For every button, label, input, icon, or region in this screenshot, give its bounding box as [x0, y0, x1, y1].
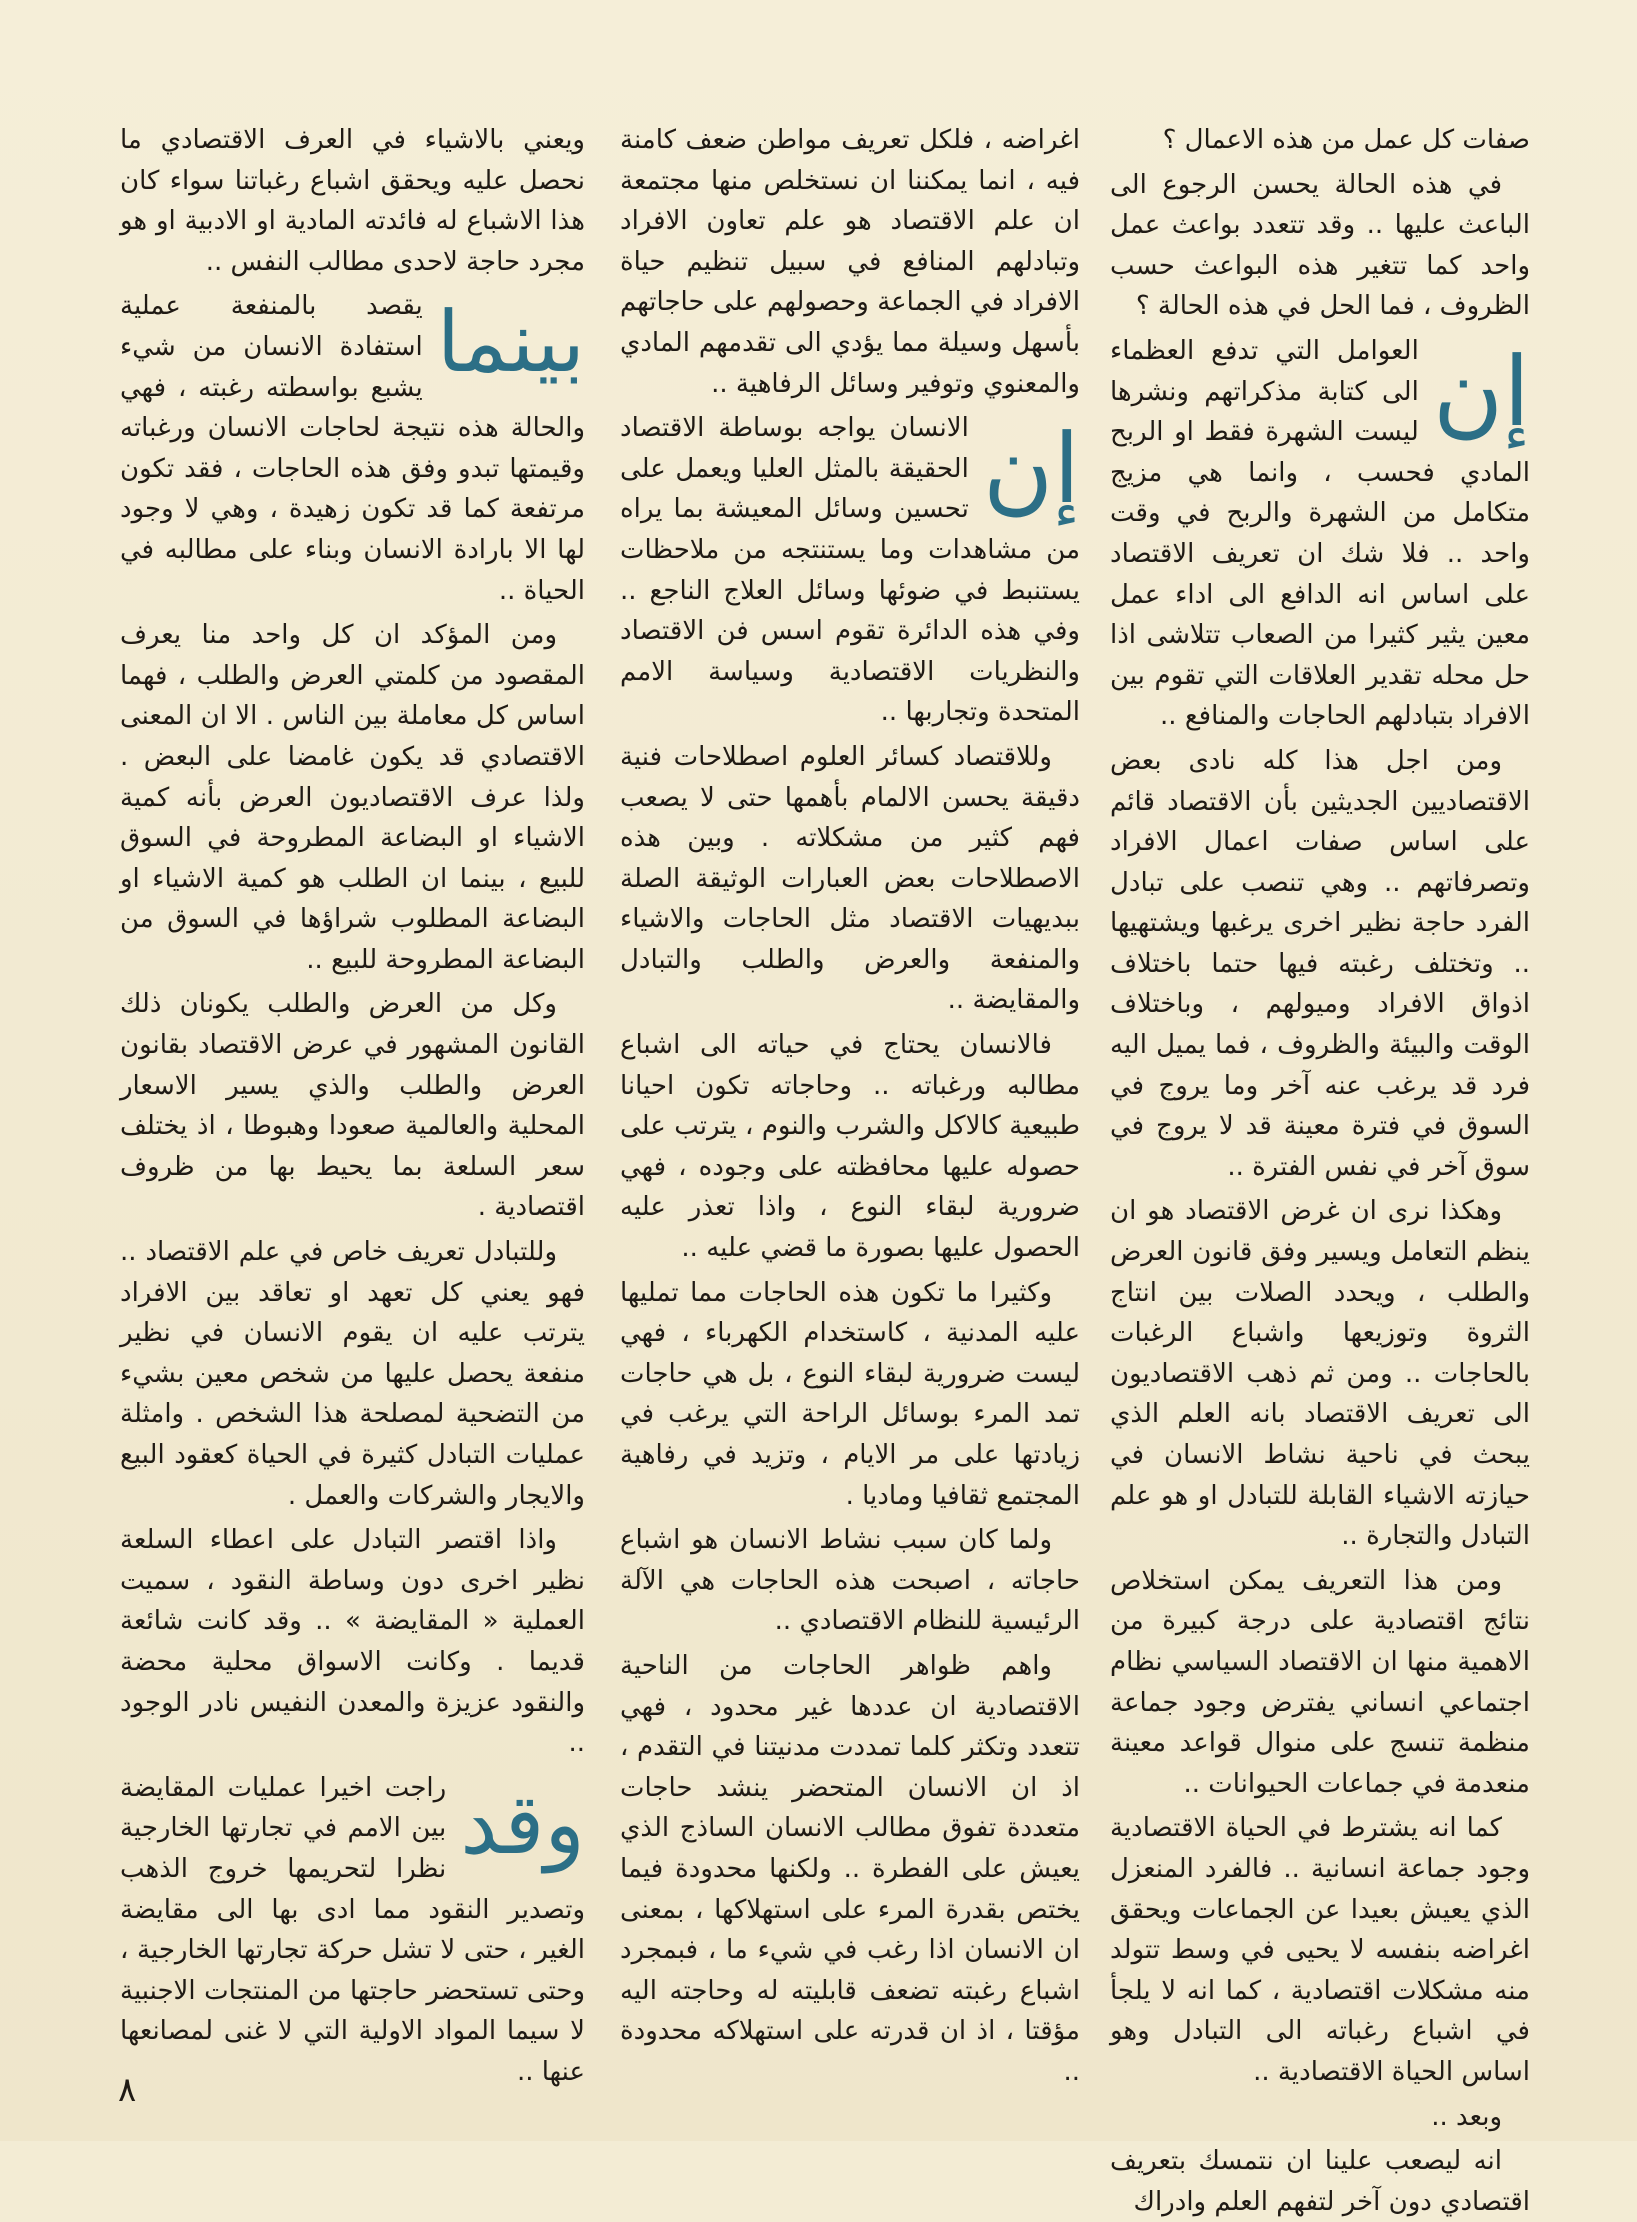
paragraph: اغراضه ، فلكل تعريف مواطن ضعف كامنة فيه ، انما يمكننا ان نستخلص منها مجتمعة ان علم الاقتصاد هو علم تعاون الافراد وتبادلهم المنافع في سبيل تنظيم حياة الافراد في الجماعة وحصولهم على حاجاتهم بأسهل وسيلة مما يؤدي الى تقدمهم المادي والمعنوي وتوفير وسائل الرفاهية .. [620, 125, 1080, 399]
paragraph: في هذه الحالة يحسن الرجوع الى الباعث عليها .. وقد تتعدد بواعث عمل واحد كما تتغير هذه البواعث حسب الظروف ، فما الحل في هذه الحالة ؟ [1110, 169, 1530, 322]
paragraph: واذا اقتصر التبادل على اعطاء السلعة نظير اخرى دون وساطة النقود ، سميت العملية « المقايضة » .. وقد كانت شائعة قديما . وكانت الاسواق محلية محضة والنقود عزيزة والمعدن النفيس نادر الوجود .. [120, 1525, 585, 1759]
page-number: ٨ [118, 2070, 137, 2110]
paragraph: وللاقتصاد كسائر العلوم اصطلاحات فنية دقيقة يحسن الالمام بأهمها حتى لا يصعب فهم كثير من مشكلاته . وبين هذه الاصطلاحات بعض العبارات الوثيقة الصلة ببديهيات الاقتصاد مثل الحاجات والاشياء والمنفعة والعرض والطلب والتبادل والمقايضة .. [620, 741, 1080, 1016]
paragraph: ولما كان سبب نشاط الانسان هو اشباع حاجاته ، اصبحت هذه الحاجات هي الآلة الرئيسية للنظام الاقتصادي .. [620, 1525, 1080, 1637]
paragraph: وكثيرا ما تكون هذه الحاجات مما تمليها عليه المدنية ، كاستخدام الكهرباء ، فهي ليست ضرورية لبقاء النوع ، بل هي حاجات تمد المرء بوسائل الراحة التي يرغب في زيادتها على مر الايام ، وتزيد في رفاهية المجتمع ثقافيا وماديا . [620, 1277, 1080, 1511]
paragraph-text: يقصد بالمنفعة عملية استفادة الانسان من شيء يشبع بواسطته رغبته ، فهي والحالة هذه نتيجة لحاجات الانسان ورغباته وقيمتها تبدو وفق هذه الحاجات ، فقد تكون مرتفعة كما قد تكون زهيدة ، وهي لا وجود لها الا بارادة الانسان وبناء على مطالبه في الحياة .. [120, 291, 585, 606]
paragraph: ويعني بالاشياء في العرف الاقتصادي ما نحصل عليه ويحقق اشباع رغباتنا سواء كان هذا الاشباع له فائدته المادية او الادبية او هو مجرد حاجة لاحدى مطالب النفس .. [120, 125, 585, 277]
drop-cap: إن [982, 413, 1080, 526]
drop-cap: إن [1432, 335, 1530, 448]
paragraph-text: راجت اخيرا عمليات المقايضة بين الامم في تجارتها الخارجية نظرا لتحريمها خروج الذهب وتصدير النقود مما ادى بها الى مقايضة الغير ، حتى لا تشل حركة تجارتها الخارجية ، وحتى تستحضر حاجتها من المنتجات الاجنبية لا سيما المواد الاولية التي لا غنى لمصانعها عنها .. [120, 1772, 585, 2087]
paragraph-text: العوامل التي تدفع العظماء الى كتابة مذكراتهم ونشرها ليست الشهرة فقط او الربح المادي فحسب ، وانما هي مزيج متكامل من الشهرة والربح في وقت واحد .. فلا شك ان تعريف الاقتصاد على اساس انه الدافع الى اداء عمل معين يثير كثيرا من الصعاب تتلاشى اذا حل محله تقدير العلاقات التي تقوم بين الافراد بتبادلهم الحاجات والمنافع .. [1110, 335, 1530, 732]
paragraph: ومن هذا التعريف يمكن استخلاص نتائج اقتصادية على درجة كبيرة من الاهمية منها ان الاقتصاد السياسي نظام اجتماعي انساني يفترض وجود جماعة منظمة تنسج على منوال قواعد معينة منعدمة في جماعات الحيوانات .. [1110, 1565, 1530, 1799]
paragraph-text: الانسان يواجه بوساطة الاقتصاد الحقيقة بالمثل العليا ويعمل على تحسين وسائل المعيشة بما يراه من مشاهدات وما يستنتجه من ملاحظات يستنبط في ضوئها وسائل العلاج الناجع .. وفي هذه الدائرة تقوم اسس فن الاقتصاد والنظريات الاقتصادية وسياسة الامم المتحدة وتجاربها .. [620, 413, 1080, 728]
paragraph: وكل من العرض والطلب يكونان ذلك القانون المشهور في عرض الاقتصاد بقانون العرض والطلب والذي يسير الاسعار المحلية والعالمية صعودا وهبوطا ، اذ يختلف سعر السلعة بما يحيط بها من ظروف اقتصادية . [120, 989, 585, 1223]
drop-cap: بينما [436, 293, 585, 392]
paragraph-with-dropcap [1110, 331, 1530, 737]
paragraph: انه ليصعب علينا ان نتمسك بتعريف اقتصادي دون آخر لتفهم العلم وادراك [1110, 2146, 1530, 2217]
paragraph: كما انه يشترط في الحياة الاقتصادية وجود جماعة انسانية .. فالفرد المنعزل الذي يعيش بعيدا عن الجماعات ويحقق اغراضه بنفسه لا يحيى في وسط تتولد منه مشكلات اقتصادية ، كما انه لا يلجأ في اشباع رغباته الى التبادل وهو اساس الحياة الاقتصادية .. [1110, 1813, 1530, 2087]
paragraph: واهم ظواهر الحاجات من الناحية الاقتصادية ان عددها غير محدود ، فهي تتعدد وتكثر كلما تمددت مدنيتنا في التقدم ، اذ ان الانسان المتحضر ينشد حاجات متعددة تفوق مطالب الانسان الساذج الذي يعيش على الفطرة .. ولكنها محدودة فيما يختص بقدرة المرء على استهلاكها ، بمعنى ان الانسان اذا رغب في شيء ما ، فبمجرد اشباع رغبته تضعف قابليته له وحاجته اليه مؤقتا ، اذ ان قدرته على استهلاكه محدودة .. [620, 1650, 1080, 2087]
article-column-right [1110, 120, 1530, 2217]
paragraph: ومن المؤكد ان كل واحد منا يعرف المقصود من كلمتي العرض والطلب ، فهما اساس كل معاملة بين الناس . الا ان المعنى الاقتصادي قد يكون غامضا على البعض . ولذا عرف الاقتصاديون العرض بأنه كمية الاشياء او البضاعة المطروحة في السوق للبيع ، بينما ان الطلب هو كمية الاشياء او البضاعة المطلوب شراؤها في السوق من البضاعة المطروحة للبيع .. [120, 620, 585, 975]
paragraph: صفات كل عمل من هذه الاعمال ؟ [1162, 125, 1530, 155]
article-column-left [120, 120, 585, 2100]
paragraph: ومن اجل هذا كله نادى بعض الاقتصاديين الجديثين بأن الاقتصاد قائم على اساس صفات اعمال الافراد وتصرفاتهم .. وهي تنصب على تبادل الفرد حاجة نظير اخرى يرغبها ويشتهيها .. وتختلف رغبته فيها حتما باختلاف اذواق الافراد وميولهم ، وباختلاف الوقت والبيئة والظروف ، فما يميل اليه فرد قد يرغب عنه آخر وما يروج في السوق في فترة معينة قد لا يروج في سوق آخر في نفس الفترة .. [1110, 745, 1530, 1182]
paragraph: وللتبادل تعريف خاص في علم الاقتصاد .. فهو يعني كل تعهد او تعاقد بين الافراد يترتب عليه ان يقوم الانسان في نظير منفعة يحصل عليها من شخص معين بشيء من التضحية لمصلحة هذا الشخص . وامثلة عمليات التبادل كثيرة في الحياة كعقود البيع والايجار والشركات والعمل . [120, 1237, 585, 1511]
paragraph: وهكذا نرى ان غرض الاقتصاد هو ان ينظم التعامل ويسير وفق قانون العرض والطلب ، ويحدد الصلات بين انتاج الثروة وتوزيعها واشباع الرغبات بالحاجات .. ومن ثم ذهب الاقتصاديون الى تعريف الاقتصاد بانه العلم الذي يبحث في ناحية نشاط الانسان في حيازته الاشياء القابلة للتبادل او هو علم التبادل والتجارة .. [1110, 1196, 1530, 1552]
paragraph: فالانسان يحتاج في حياته الى اشباع مطالبه ورغباته .. وحاجاته تكون احيانا طبيعية كالاكل والشرب والنوم ، يترتب على حصوله عليها محافظته على وجوده ، فهي ضرورية لبقاء النوع ، واذا تعذر عليه الحصول عليها بصورة ما قضي عليه .. [620, 1030, 1080, 1264]
paragraph-with-dropcap [120, 286, 585, 611]
paragraph-with-dropcap [120, 1768, 585, 2093]
article-column-middle [620, 120, 1080, 2100]
paragraph-with-dropcap [620, 408, 1080, 733]
drop-cap: وقد [460, 1774, 585, 1873]
paragraph: وبعد .. [1431, 2101, 1502, 2132]
